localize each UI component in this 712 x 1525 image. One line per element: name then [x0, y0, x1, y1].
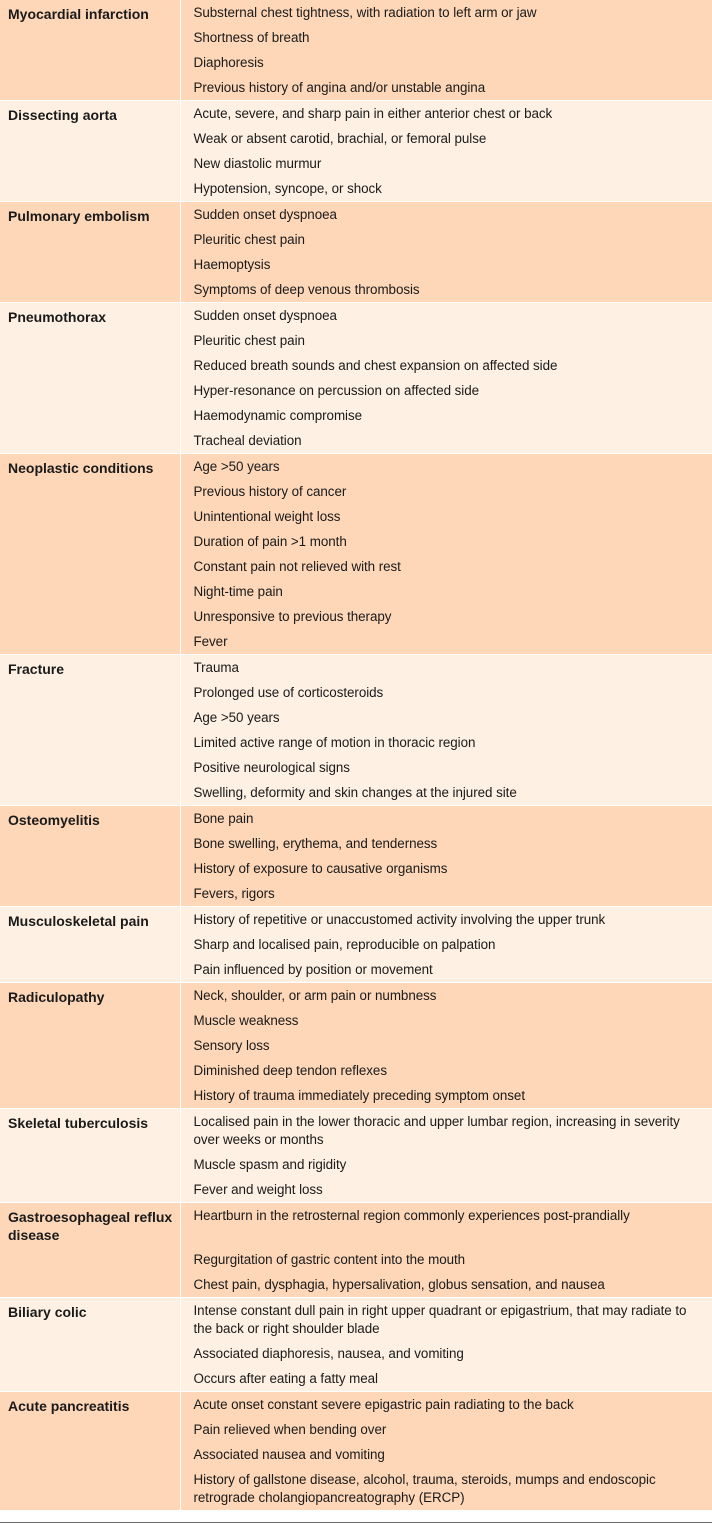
symptom-cell: Haemoptysis: [193, 257, 271, 272]
symptom-cell: Muscle weakness: [193, 1013, 299, 1028]
symptom-cell: Occurs after eating a fatty meal: [193, 1371, 378, 1386]
table-row: [0, 1203, 712, 1248]
table-row: [0, 101, 712, 127]
condition-cell: Dissecting aorta: [0, 101, 180, 202]
symptom-cell: Fever: [193, 634, 228, 649]
symptom-cell: Reduced breath sounds and chest expansion on affected side: [193, 358, 558, 373]
table-row: [0, 1109, 712, 1153]
symptom-cell: Sudden onset dyspnoea: [180, 202, 712, 228]
symptom-cell: Previous history of angina and/or unstable angina: [193, 80, 486, 95]
symptom-cell: Chest pain, dysphagia, hypersalivation, globus sensation, and nausea: [193, 1277, 605, 1292]
symptom-cell: Swelling, deformity and skin changes at the injured site: [193, 785, 517, 800]
symptom-cell: History of gallstone disease, alcohol, trauma, steroids, mumps and endoscopic retrograde cholangiopancreatography (ERCP): [193, 1472, 656, 1505]
condition-cell: Musculoskeletal pain: [0, 907, 180, 983]
bottom-rule: [0, 1522, 712, 1523]
symptom-cell: Intense constant dull pain in right upper quadrant or epigastrium, that may radiate to the back or right shoulder blade: [180, 1298, 712, 1342]
symptom-cell: Acute onset constant severe epigastric pain radiating to the back: [180, 1392, 712, 1418]
symptom-cell: Fever and weight loss: [193, 1182, 323, 1197]
symptom-cell: Muscle spasm and rigidity: [193, 1157, 347, 1172]
symptom-cell: Haemodynamic compromise: [193, 408, 363, 423]
table-row: [0, 202, 712, 228]
symptom-cell: Sudden onset dyspnoea: [180, 303, 712, 329]
symptom-cell: Positive neurological signs: [193, 760, 350, 775]
condition-cell: Gastroesophageal reflux disease: [0, 1203, 180, 1298]
condition-cell: Pneumothorax: [0, 303, 180, 454]
symptom-cell: Unresponsive to previous therapy: [193, 609, 392, 624]
symptom-cell: Sharp and localised pain, reproducible on palpation: [193, 937, 496, 952]
symptom-cell: Pleuritic chest pain: [193, 232, 305, 247]
symptom-cell: Associated diaphoresis, nausea, and vomiting: [193, 1346, 464, 1361]
symptom-cell: Age >50 years: [180, 454, 712, 480]
table-row: [0, 303, 712, 329]
table-row: [0, 454, 712, 480]
condition-cell: Fracture: [0, 655, 180, 806]
condition-cell: Radiculopathy: [0, 983, 180, 1109]
symptom-cell: History of exposure to causative organisms: [193, 861, 448, 876]
table-row: [0, 1298, 712, 1342]
symptom-cell: Tracheal deviation: [193, 433, 302, 448]
condition-cell: Acute pancreatitis: [0, 1392, 180, 1511]
symptom-cell: Prolonged use of corticosteroids: [193, 685, 384, 700]
symptom-cell: Limited active range of motion in thoracic region: [193, 735, 476, 750]
table-row: [0, 655, 712, 681]
symptom-cell: Constant pain not relieved with rest: [193, 559, 401, 574]
condition-cell: Osteomyelitis: [0, 806, 180, 907]
table-row: [0, 1392, 712, 1418]
symptom-cell: Unintentional weight loss: [193, 509, 341, 524]
symptom-cell: Hyper-resonance on percussion on affected side: [193, 383, 480, 398]
condition-cell: Biliary colic: [0, 1298, 180, 1392]
symptom-cell: Pain influenced by position or movement: [193, 962, 433, 977]
symptom-cell: Pleuritic chest pain: [193, 333, 305, 348]
table-row: [0, 0, 712, 25]
symptom-cell: Hypotension, syncope, or shock: [193, 181, 382, 196]
symptom-cell: Localised pain in the lower thoracic and upper lumbar region, increasing in severity over weeks or months: [180, 1109, 712, 1153]
symptom-cell: Trauma: [180, 655, 712, 681]
symptom-cell: Bone swelling, erythema, and tenderness: [193, 836, 438, 851]
symptom-cell: Pain relieved when bending over: [193, 1422, 387, 1437]
table-row: [0, 806, 712, 832]
symptom-cell: Weak or absent carotid, brachial, or femoral pulse: [193, 131, 487, 146]
symptom-cell: Heartburn in the retrosternal region commonly experiences post-prandially: [180, 1203, 712, 1248]
condition-cell: Skeletal tuberculosis: [0, 1109, 180, 1203]
table-row: [0, 907, 712, 933]
symptom-cell: Symptoms of deep venous thrombosis: [193, 282, 420, 297]
symptom-cell: Associated nausea and vomiting: [193, 1447, 385, 1462]
symptom-cell: New diastolic murmur: [193, 156, 322, 171]
symptom-cell: Bone pain: [180, 806, 712, 832]
symptom-cell: Age >50 years: [193, 710, 280, 725]
symptom-cell: Diminished deep tendon reflexes: [193, 1063, 387, 1078]
symptom-cell: Regurgitation of gastric content into the mouth: [193, 1252, 466, 1267]
symptom-cell: History of repetitive or unaccustomed activity involving the upper trunk: [180, 907, 712, 933]
symptom-cell: Night-time pain: [193, 584, 283, 599]
symptom-cell: Substernal chest tightness, with radiation to left arm or jaw: [193, 5, 537, 20]
symptom-cell: Acute, severe, and sharp pain in either anterior chest or back: [180, 101, 712, 127]
condition-cell: Pulmonary embolism: [0, 202, 180, 303]
condition-cell: Neoplastic conditions: [0, 454, 180, 655]
symptom-cell: Fevers, rigors: [193, 886, 275, 901]
symptom-cell: Neck, shoulder, or arm pain or numbness: [180, 983, 712, 1009]
condition-cell: Myocardial infarction: [0, 0, 180, 101]
symptom-cell: Shortness of breath: [193, 30, 310, 45]
symptom-cell: Previous history of cancer: [193, 484, 347, 499]
table-row: [0, 983, 712, 1009]
symptom-cell: Duration of pain >1 month: [193, 534, 347, 549]
symptom-cell: Sensory loss: [193, 1038, 270, 1053]
symptom-cell: History of trauma immediately preceding symptom onset: [193, 1088, 526, 1103]
symptom-cell: Diaphoresis: [193, 55, 264, 70]
